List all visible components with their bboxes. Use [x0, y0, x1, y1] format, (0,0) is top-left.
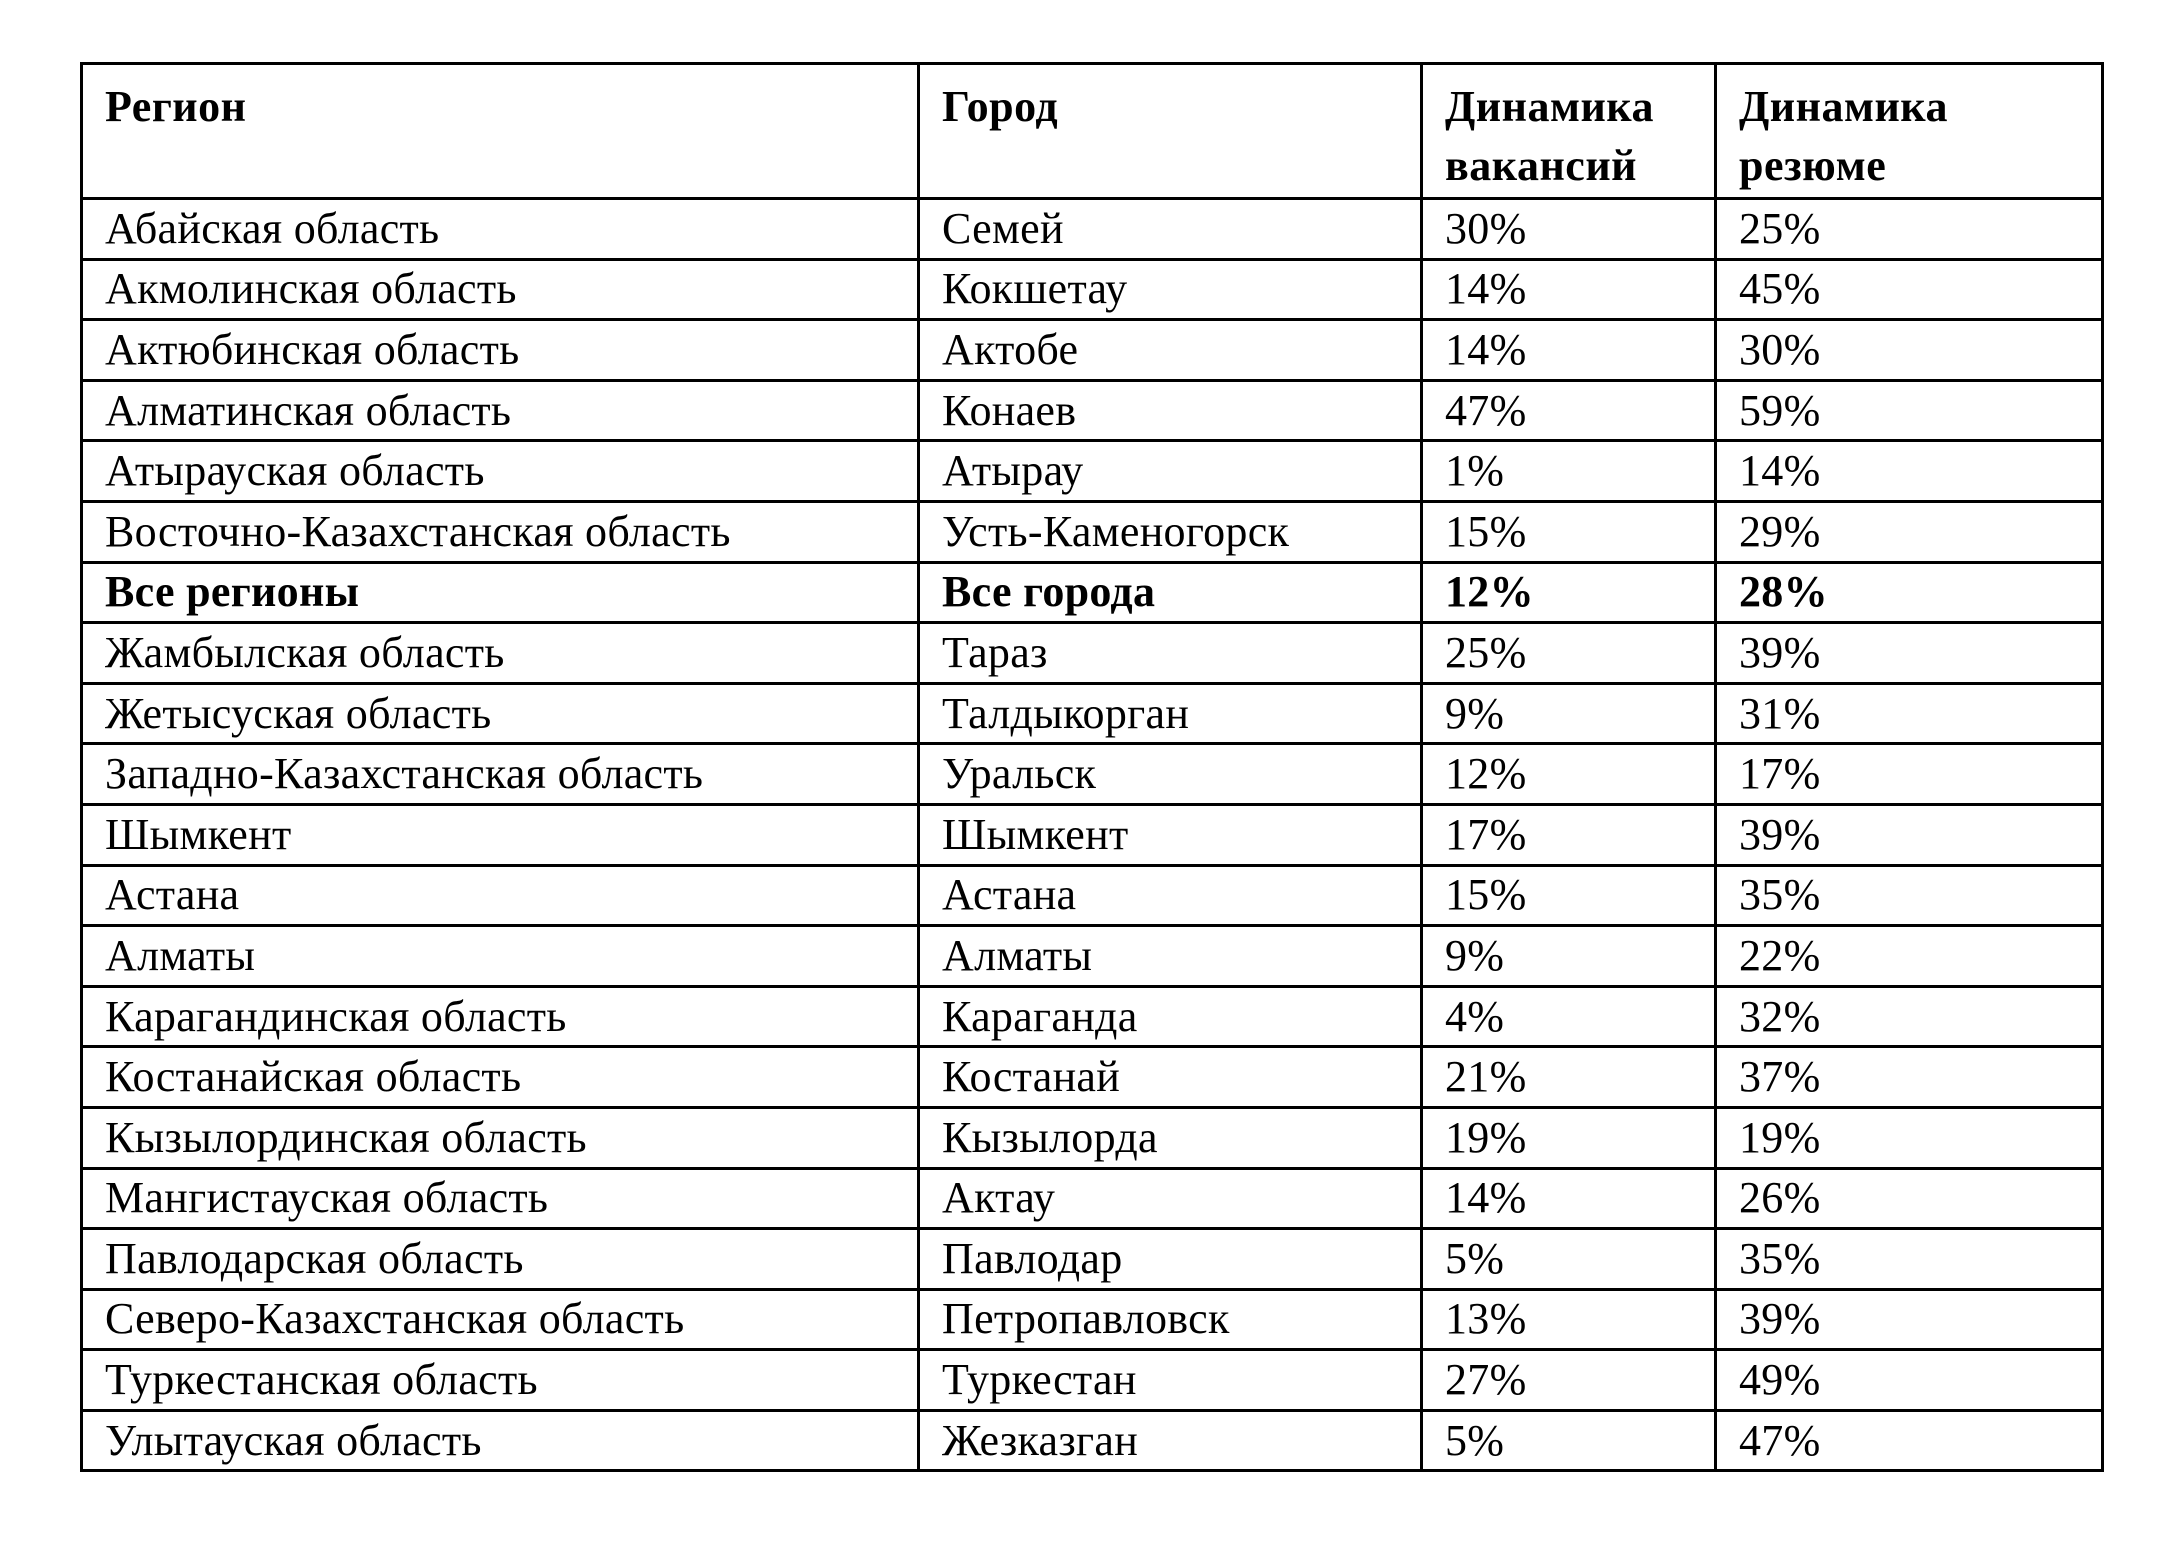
cell-city: Алматы	[919, 926, 1422, 987]
table-row	[82, 623, 2103, 684]
cell-city: Жезказган	[919, 1410, 1422, 1471]
table-row	[82, 1168, 2103, 1229]
cell-vacancies: 4%	[1422, 986, 1716, 1047]
cell-city: Атырау	[919, 441, 1422, 502]
cell-region: Жетысуская область	[82, 683, 919, 744]
cell-city: Павлодар	[919, 1229, 1422, 1290]
cell-region: Туркестанская область	[82, 1350, 919, 1411]
table-row-total	[82, 562, 2103, 623]
cell-city: Костанай	[919, 1047, 1422, 1108]
table-row	[82, 199, 2103, 260]
cell-resumes: 22%	[1716, 926, 2103, 987]
table-row	[82, 501, 2103, 562]
cell-city: Тараз	[919, 623, 1422, 684]
cell-city: Актау	[919, 1168, 1422, 1229]
cell-region: Шымкент	[82, 804, 919, 865]
cell-region: Алматы	[82, 926, 919, 987]
header-resumes-line-2: резюме	[1739, 141, 1887, 190]
table-row	[82, 683, 2103, 744]
table-body	[82, 199, 2103, 1471]
cell-vacancies: 17%	[1422, 804, 1716, 865]
cell-vacancies: 12%	[1422, 562, 1716, 623]
cell-city: Талдыкорган	[919, 683, 1422, 744]
table-row	[82, 320, 2103, 381]
cell-city: Туркестан	[919, 1350, 1422, 1411]
cell-resumes: 14%	[1716, 441, 2103, 502]
cell-resumes: 28%	[1716, 562, 2103, 623]
cell-resumes: 32%	[1716, 986, 2103, 1047]
cell-region: Абайская область	[82, 199, 919, 260]
header-row	[82, 64, 2103, 199]
region-dynamics-table	[80, 62, 2104, 1472]
cell-city: Уральск	[919, 744, 1422, 805]
table-row	[82, 744, 2103, 805]
cell-region: Атырауская область	[82, 441, 919, 502]
cell-region: Алматинская область	[82, 380, 919, 441]
cell-resumes: 37%	[1716, 1047, 2103, 1108]
cell-resumes: 59%	[1716, 380, 2103, 441]
table-row	[82, 441, 2103, 502]
cell-city: Петропавловск	[919, 1289, 1422, 1350]
cell-vacancies: 30%	[1422, 199, 1716, 260]
header-region	[82, 64, 919, 199]
cell-vacancies: 5%	[1422, 1410, 1716, 1471]
header-city	[919, 64, 1422, 199]
cell-resumes: 31%	[1716, 683, 2103, 744]
cell-city: Шымкент	[919, 804, 1422, 865]
cell-vacancies: 21%	[1422, 1047, 1716, 1108]
cell-resumes: 35%	[1716, 865, 2103, 926]
cell-vacancies: 19%	[1422, 1107, 1716, 1168]
cell-region: Актюбинская область	[82, 320, 919, 381]
header-vacancies	[1422, 64, 1716, 199]
cell-region: Астана	[82, 865, 919, 926]
cell-city: Актобе	[919, 320, 1422, 381]
cell-vacancies: 15%	[1422, 865, 1716, 926]
header-city-label: Город	[942, 82, 1059, 131]
table-row	[82, 1047, 2103, 1108]
cell-vacancies: 27%	[1422, 1350, 1716, 1411]
cell-region: Мангистауская область	[82, 1168, 919, 1229]
table-header	[82, 64, 2103, 199]
cell-resumes: 25%	[1716, 199, 2103, 260]
table-row	[82, 1410, 2103, 1471]
header-region-label: Регион	[105, 82, 247, 131]
cell-resumes: 39%	[1716, 804, 2103, 865]
cell-vacancies: 15%	[1422, 501, 1716, 562]
cell-region: Карагандинская область	[82, 986, 919, 1047]
cell-vacancies: 14%	[1422, 1168, 1716, 1229]
header-vacancies-line-1: Динамика	[1445, 82, 1654, 131]
cell-resumes: 29%	[1716, 501, 2103, 562]
cell-region: Все регионы	[82, 562, 919, 623]
cell-resumes: 35%	[1716, 1229, 2103, 1290]
cell-vacancies: 25%	[1422, 623, 1716, 684]
cell-resumes: 30%	[1716, 320, 2103, 381]
cell-vacancies: 1%	[1422, 441, 1716, 502]
cell-vacancies: 9%	[1422, 683, 1716, 744]
cell-resumes: 26%	[1716, 1168, 2103, 1229]
cell-region: Западно-Казахстанская область	[82, 744, 919, 805]
cell-resumes: 45%	[1716, 259, 2103, 320]
cell-region: Северо-Казахстанская область	[82, 1289, 919, 1350]
cell-vacancies: 47%	[1422, 380, 1716, 441]
cell-city: Усть-Каменогорск	[919, 501, 1422, 562]
table-row	[82, 1107, 2103, 1168]
cell-resumes: 47%	[1716, 1410, 2103, 1471]
cell-vacancies: 5%	[1422, 1229, 1716, 1290]
cell-city: Конаев	[919, 380, 1422, 441]
table-row	[82, 865, 2103, 926]
cell-region: Жамбылская область	[82, 623, 919, 684]
table-row	[82, 1289, 2103, 1350]
cell-vacancies: 14%	[1422, 320, 1716, 381]
table-row	[82, 986, 2103, 1047]
cell-vacancies: 13%	[1422, 1289, 1716, 1350]
cell-city: Все города	[919, 562, 1422, 623]
cell-city: Караганда	[919, 986, 1422, 1047]
cell-city: Семей	[919, 199, 1422, 260]
cell-region: Восточно-Казахстанская область	[82, 501, 919, 562]
header-vacancies-line-2: вакансий	[1445, 141, 1638, 190]
table-row	[82, 926, 2103, 987]
cell-region: Костанайская область	[82, 1047, 919, 1108]
header-resumes	[1716, 64, 2103, 199]
table-row	[82, 1350, 2103, 1411]
cell-resumes: 19%	[1716, 1107, 2103, 1168]
cell-city: Кызылорда	[919, 1107, 1422, 1168]
cell-city: Кокшетау	[919, 259, 1422, 320]
cell-resumes: 17%	[1716, 744, 2103, 805]
cell-resumes: 39%	[1716, 1289, 2103, 1350]
cell-region: Павлодарская область	[82, 1229, 919, 1290]
cell-region: Улытауская область	[82, 1410, 919, 1471]
header-resumes-line-1: Динамика	[1739, 82, 1948, 131]
cell-resumes: 39%	[1716, 623, 2103, 684]
cell-vacancies: 9%	[1422, 926, 1716, 987]
cell-vacancies: 12%	[1422, 744, 1716, 805]
table-row	[82, 1229, 2103, 1290]
cell-city: Астана	[919, 865, 1422, 926]
cell-resumes: 49%	[1716, 1350, 2103, 1411]
cell-vacancies: 14%	[1422, 259, 1716, 320]
table-row	[82, 380, 2103, 441]
cell-region: Кызылординская область	[82, 1107, 919, 1168]
table-row	[82, 259, 2103, 320]
table-row	[82, 804, 2103, 865]
cell-region: Акмолинская область	[82, 259, 919, 320]
